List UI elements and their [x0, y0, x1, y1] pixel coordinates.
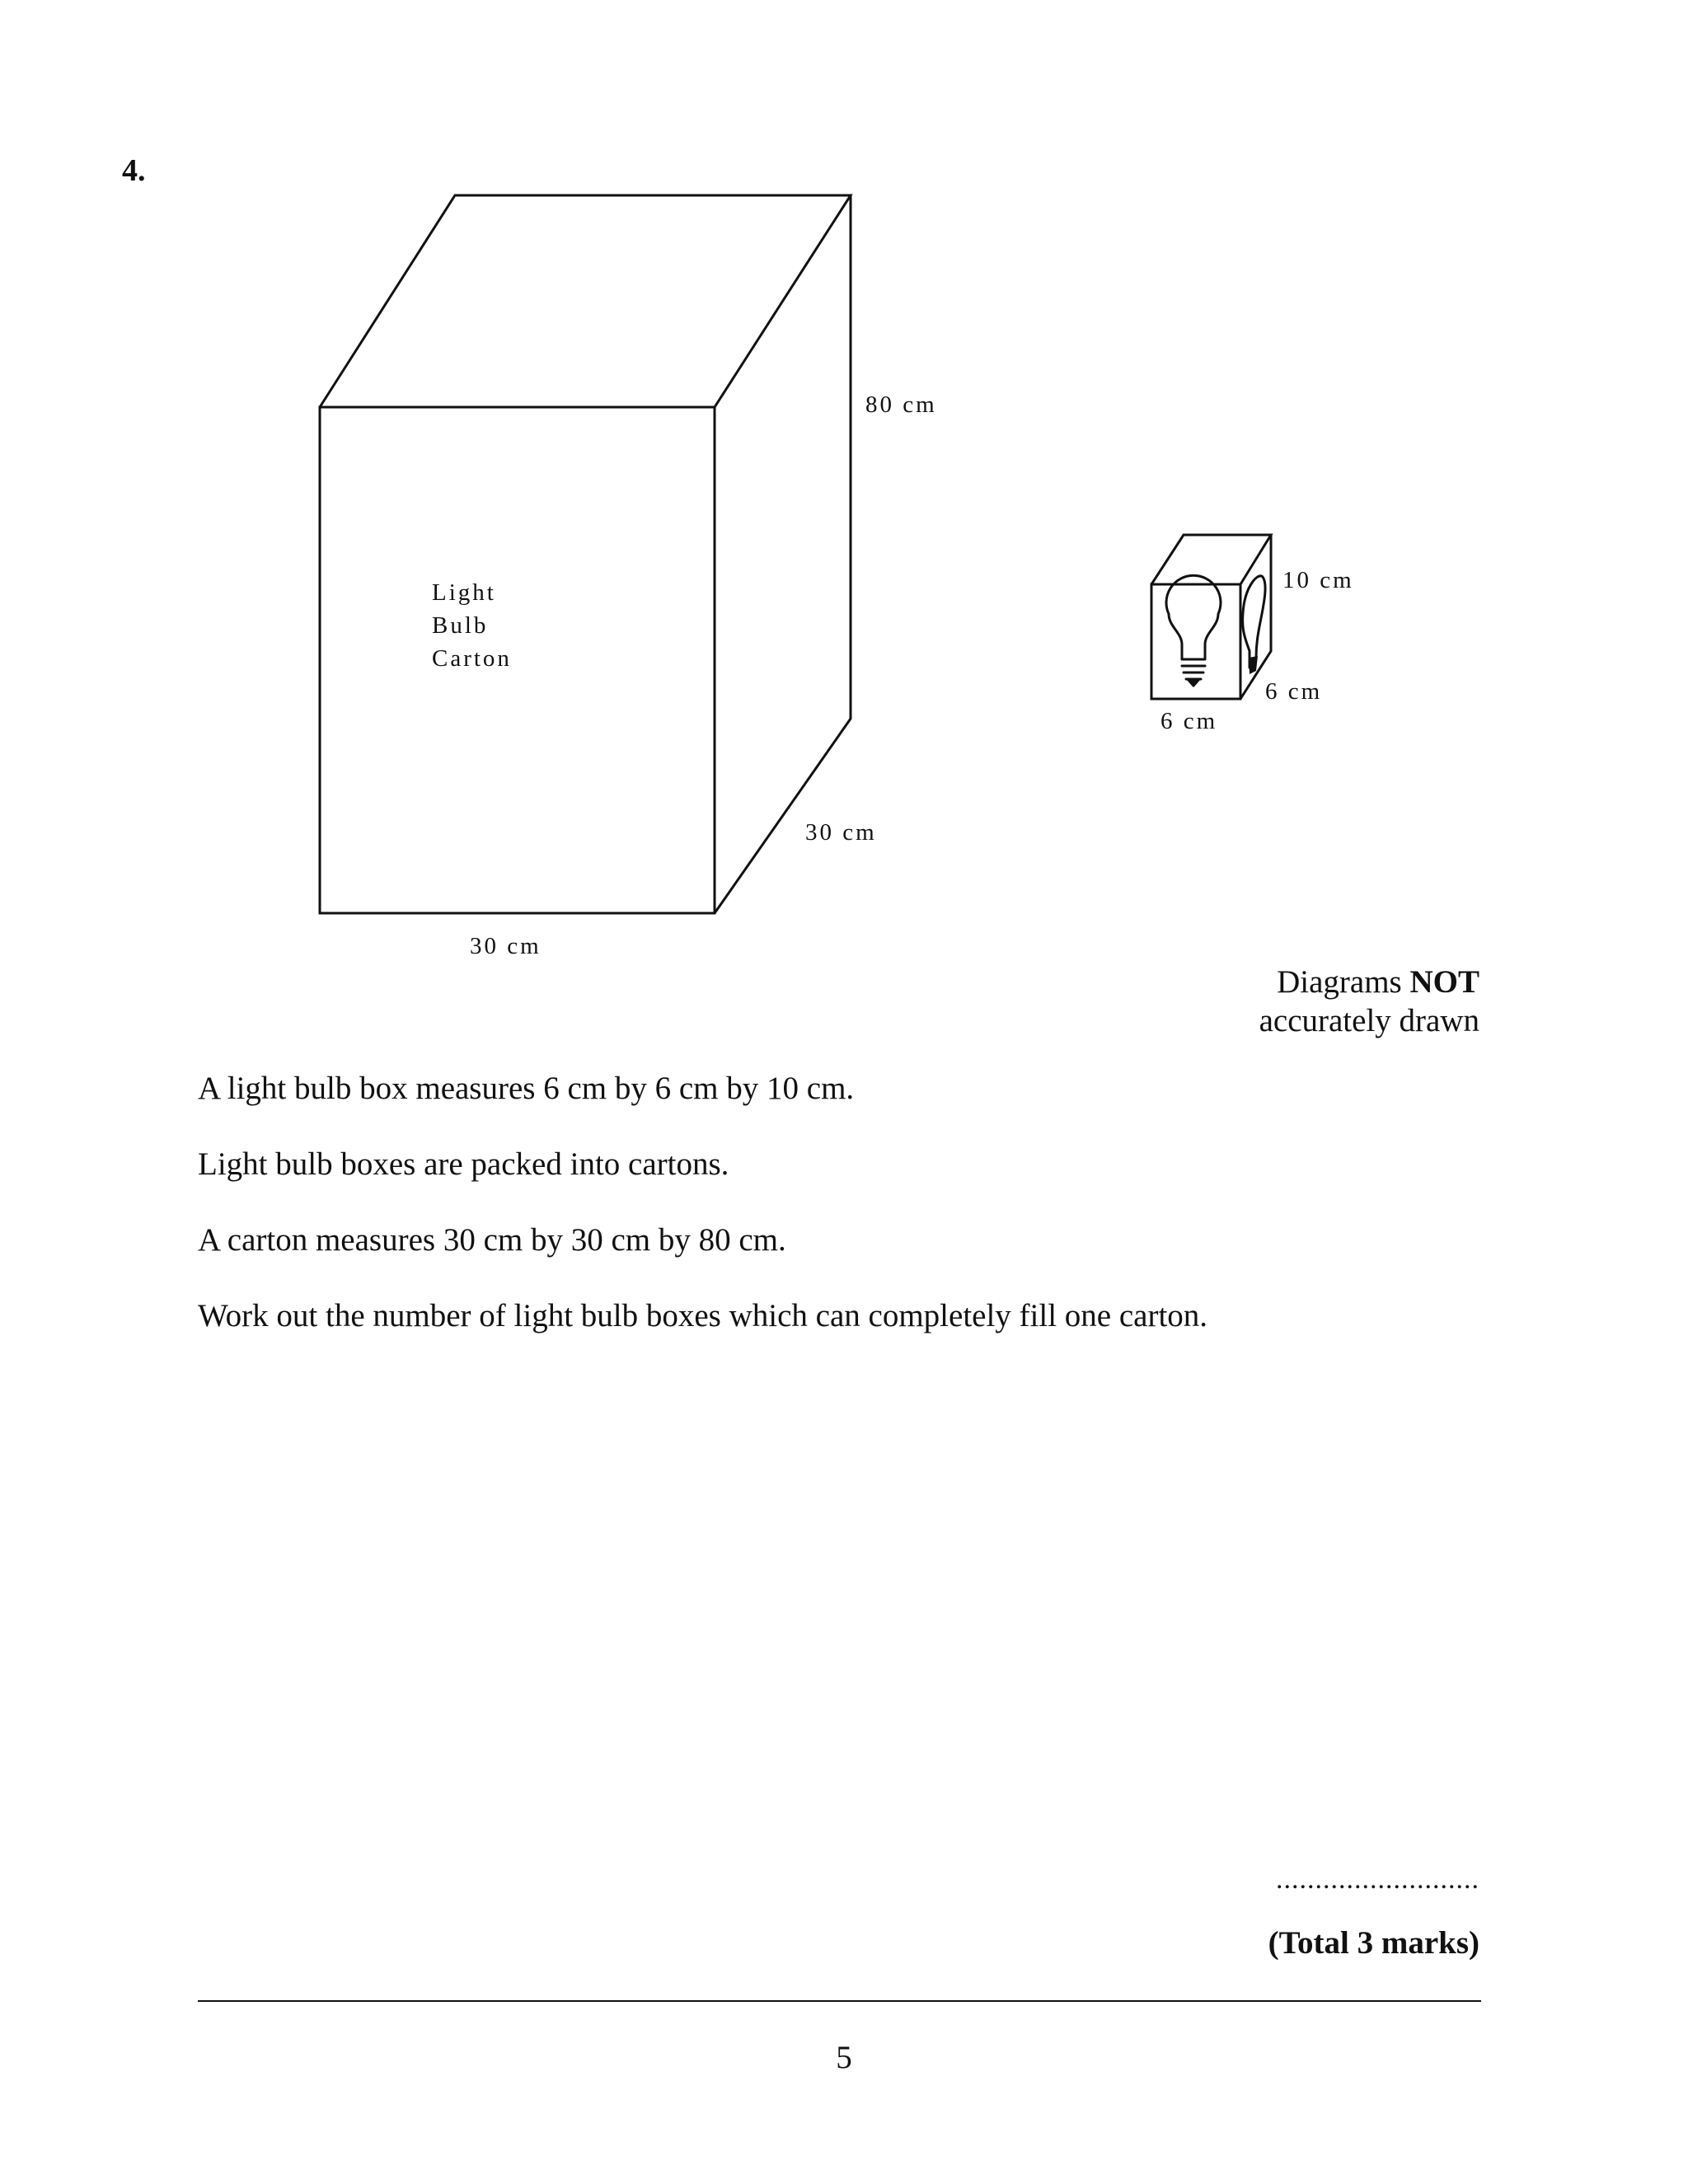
note-line-2: accurately drawn	[1259, 1003, 1479, 1038]
note-line-1	[1259, 963, 1479, 1001]
carton-top-face	[320, 195, 851, 407]
carton-label-line-2: Bulb	[432, 612, 489, 639]
bulb-box-width-label: 6 cm	[1160, 708, 1218, 734]
question-paragraph-4: Work out the number of light bulb boxes which can completely fill one carton.	[198, 1298, 1208, 1333]
carton-label-line-1: Light	[432, 579, 496, 606]
note-prefix: Diagrams	[1277, 964, 1410, 1000]
carton-diagram	[320, 195, 851, 913]
question-paragraph-3: A carton measures 30 cm by 30 cm by 80 cm.	[198, 1222, 786, 1258]
bulb-box-depth-label: 6 cm	[1265, 678, 1323, 705]
question-number: 4.	[122, 153, 146, 188]
diagram-accuracy-note	[1259, 963, 1479, 1040]
answer-line[interactable]: ..........................	[1276, 1864, 1479, 1895]
footer-divider	[198, 2000, 1481, 2002]
diagram-area	[0, 0, 1688, 1071]
carton-depth-label: 30 cm	[805, 819, 877, 846]
carton-height-label: 80 cm	[865, 391, 937, 418]
question-paragraph-2: Light bulb boxes are packed into cartons.	[198, 1146, 729, 1182]
light-bulb-side-icon	[1243, 576, 1265, 674]
carton-width-label: 30 cm	[470, 933, 542, 959]
note-bold-not: NOT	[1409, 964, 1479, 1000]
page-number: 5	[836, 2040, 852, 2075]
carton-front-face	[320, 407, 715, 913]
question-paragraph-1: A light bulb box measures 6 cm by 6 cm by 10 cm.	[198, 1071, 855, 1106]
bulb-box-top-face	[1151, 535, 1271, 584]
carton-label-line-3: Carton	[432, 645, 512, 672]
bulb-box-height-label: 10 cm	[1282, 567, 1354, 593]
light-bulb-icon	[1166, 575, 1221, 686]
total-marks: (Total 3 marks)	[1268, 1925, 1479, 1961]
